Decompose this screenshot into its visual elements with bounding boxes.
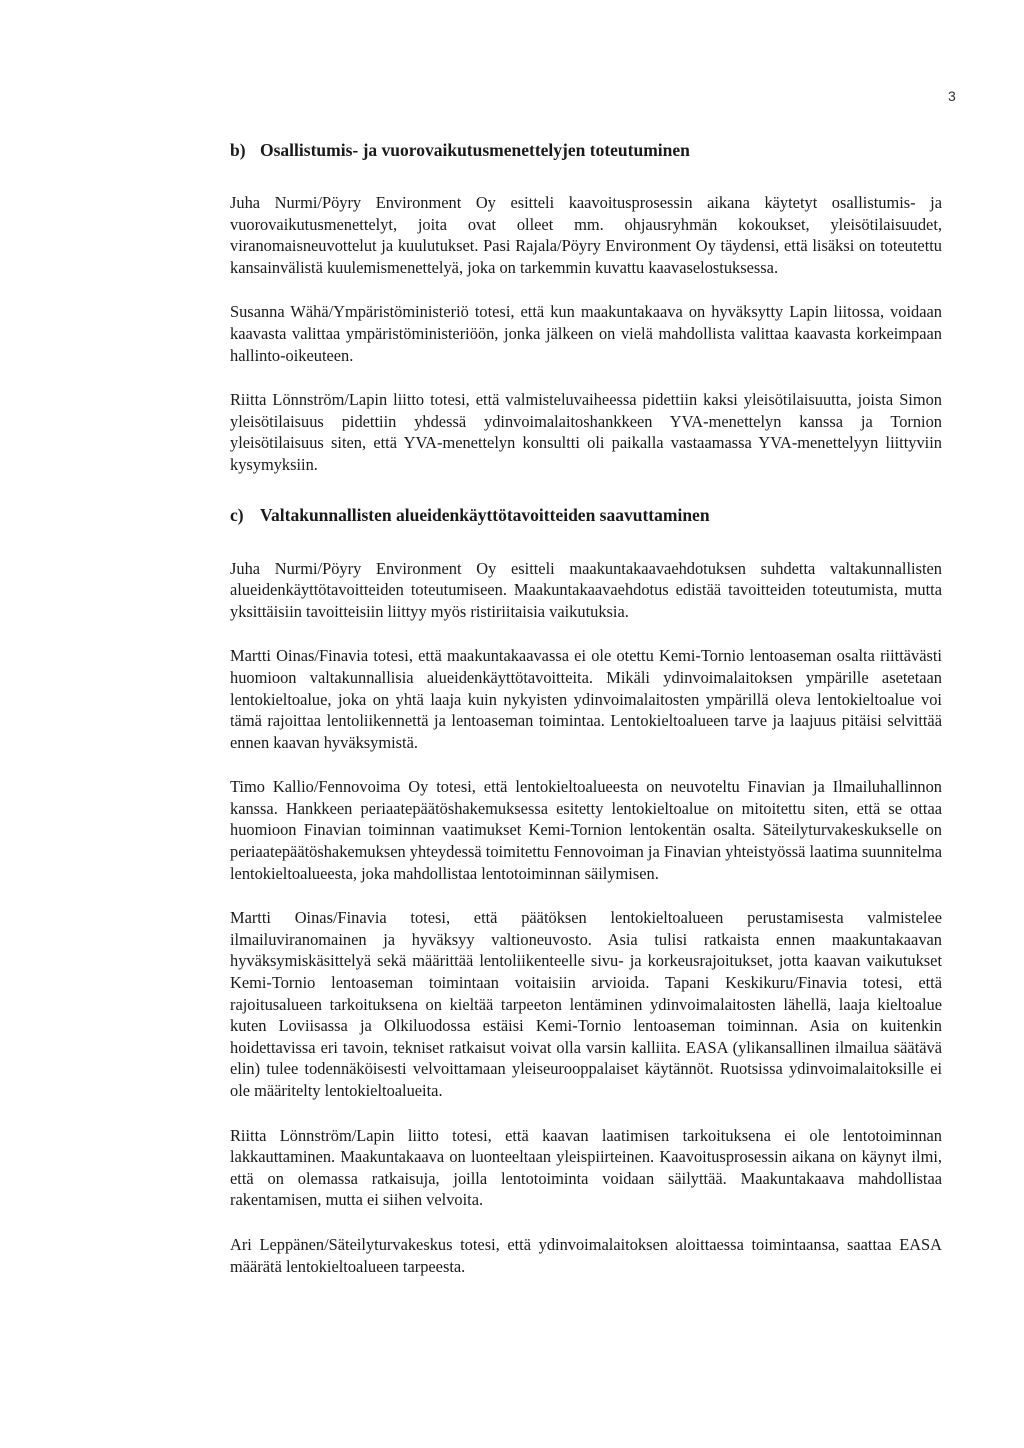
paragraph: Timo Kallio/Fennovoima Oy totesi, että lentokieltoalueesta on neuvoteltu Finavian ja Ilmailuhallinnon kanssa. Hankkeen periaatepäätöshakemuksessa esitetty lentokieltoalue on mitoitettu siten, että se ottaa huomioon Finavian toiminnan vaatimukset Kemi-Tornion lentokentän osalta. Säteilyturvakeskukselle on periaatepäätöshakemuksen yhteydessä toimitettu Fennovoiman ja Finavian yhteistyössä laatima suunnitelma lentokieltoalueesta, joka mahdollistaa lentotoiminnan säilymisen. xyxy=(230,777,942,883)
paragraph: Riitta Lönnström/Lapin liitto totesi, että kaavan laatimisen tarkoituksena ei ole lentotoiminnan lakkauttaminen. Maakuntakaava on luonteeltaan yleispiirteinen. Kaavoitusprosessin aikana on käynyt ilmi, että on olemassa ratkaisuja, joilla lentotoiminta voidaan säilyttää. Maakuntakaava mahdollistaa rakentamisen, mutta ei siihen velvoita. xyxy=(230,1125,942,1210)
paragraph: Susanna Wähä/Ympäristöministeriö totesi, että kun maakuntakaava on hyväksytty Lapin liitossa, voidaan kaavasta valittaa ympäristöministeriöön, jonka jälkeen on vielä mahdollista valittaa kaavasta korkeimpaan hallinto-oikeuteen. xyxy=(230,302,942,365)
section-letter: c) xyxy=(230,504,244,525)
paragraph: Juha Nurmi/Pöyry Environment Oy esitteli kaavoitusprosessin aikana käytetyt osallistumis- ja vuorovaikutusmenettelyt, joita ovat olleet mm. ohjausryhmän kokoukset, yleisötilaisuudet, viranomaisneuvottelut ja kuulutukset. Pasi Rajala/Pöyry Environment Oy täydensi, että lisäksi on toteutettu kansainvälistä kuulemismenettelyä, joka on tarkemmin kuvattu kaavaselostuksessa. xyxy=(230,193,942,277)
section-heading-b xyxy=(230,139,942,161)
section-title: Osallistumis- ja vuorovaikutusmenettelyjen toteutuminen xyxy=(260,140,690,160)
paragraph: Juha Nurmi/Pöyry Environment Oy esitteli maakuntakaavaehdotuksen suhdetta valtakunnallisten alueidenkäyttötavoitteiden toteutumiseen. Maakuntakaavaehdotus edistää tavoitteiden toteutumista, mutta yksittäisiin tavoitteisiin liittyy myös ristiriitaisia vaikutuksia. xyxy=(230,558,942,621)
document-body xyxy=(230,139,942,1277)
paragraph: Ari Leppänen/Säteilyturvakeskus totesi, että ydinvoimalaitoksen aloittaessa toimintaansa, saattaa EASA määrätä lentokieltoalueen tarpeesta. xyxy=(230,1234,942,1276)
paragraph: Riitta Lönnström/Lapin liitto totesi, että valmisteluvaiheessa pidettiin kaksi yleisötilaisuutta, joista Simon yleisötilaisuus pidettiin yhdessä ydinvoimalaitoshankkeen YVA-menettelyn kanssa ja Tornion yleisötilaisuus siten, että YVA-menettelyn konsultti oli paikalla vastaamassa YVA-menettelyyn liittyviin kysymyksiin. xyxy=(230,390,942,474)
section-title: Valtakunnallisten alueidenkäyttötavoitteiden saavuttaminen xyxy=(260,504,710,525)
paragraph: Martti Oinas/Finavia totesi, että päätöksen lentokieltoalueen perustamisesta valmistelee ilmailuviranomainen ja hyväksyy valtioneuvosto. Asia tulisi ratkaista ennen maakuntakaavan hyväksymiskäsittelyä sekä määrittää lentoliikenteelle sivu- ja korkeusrajoitukset, jotta kaavan vaikutukset Kemi-Tornio lentoaseman toimintaan voitaisiin arvioida. Tapani Keskikuru/Finavia totesi, että rajoitusalueen tarkoituksena on kieltää tarpeeton lentäminen ydinvoimalaitosten lähellä, laaja kieltoalue kuten Loviisassa ja Olkiluodossa estäisi Kemi-Tornio lentoaseman toiminnan. Asia on kuitenkin hoidettavissa eri tavoin, tekniset ratkaisut voivat olla varsin kalliita. EASA (ylikansallinen ilmailua säätävä elin) tulee todennäköisesti velvoittamaan yleiseurooppalaiset käytännöt. Ruotsissa ydinvoimalaitoksille ei ole määritelty lentokieltoalueita. xyxy=(230,908,942,1100)
section-letter: b) xyxy=(230,140,246,160)
paragraph: Martti Oinas/Finavia totesi, että maakuntakaavassa ei ole otettu Kemi-Tornio lentoaseman osalta riittävästi huomioon valtakunnallisia alueidenkäyttötavoitteita. Mikäli ydinvoimalaitoksen ympärille asetetaan lentokieltoalue, joka on yhtä laaja kuin nykyisten ydinvoimalaitosten ympärillä oleva lentokieltoalue voi tämä rajoittaa lentoliikennettä ja lentoaseman toimintaa. Lentokieltoalueen tarve ja laajuus pitäisi selvittää ennen kaavan hyväksymistä. xyxy=(230,646,942,752)
section-heading-c xyxy=(230,504,942,526)
page-number: 3 xyxy=(948,88,956,104)
